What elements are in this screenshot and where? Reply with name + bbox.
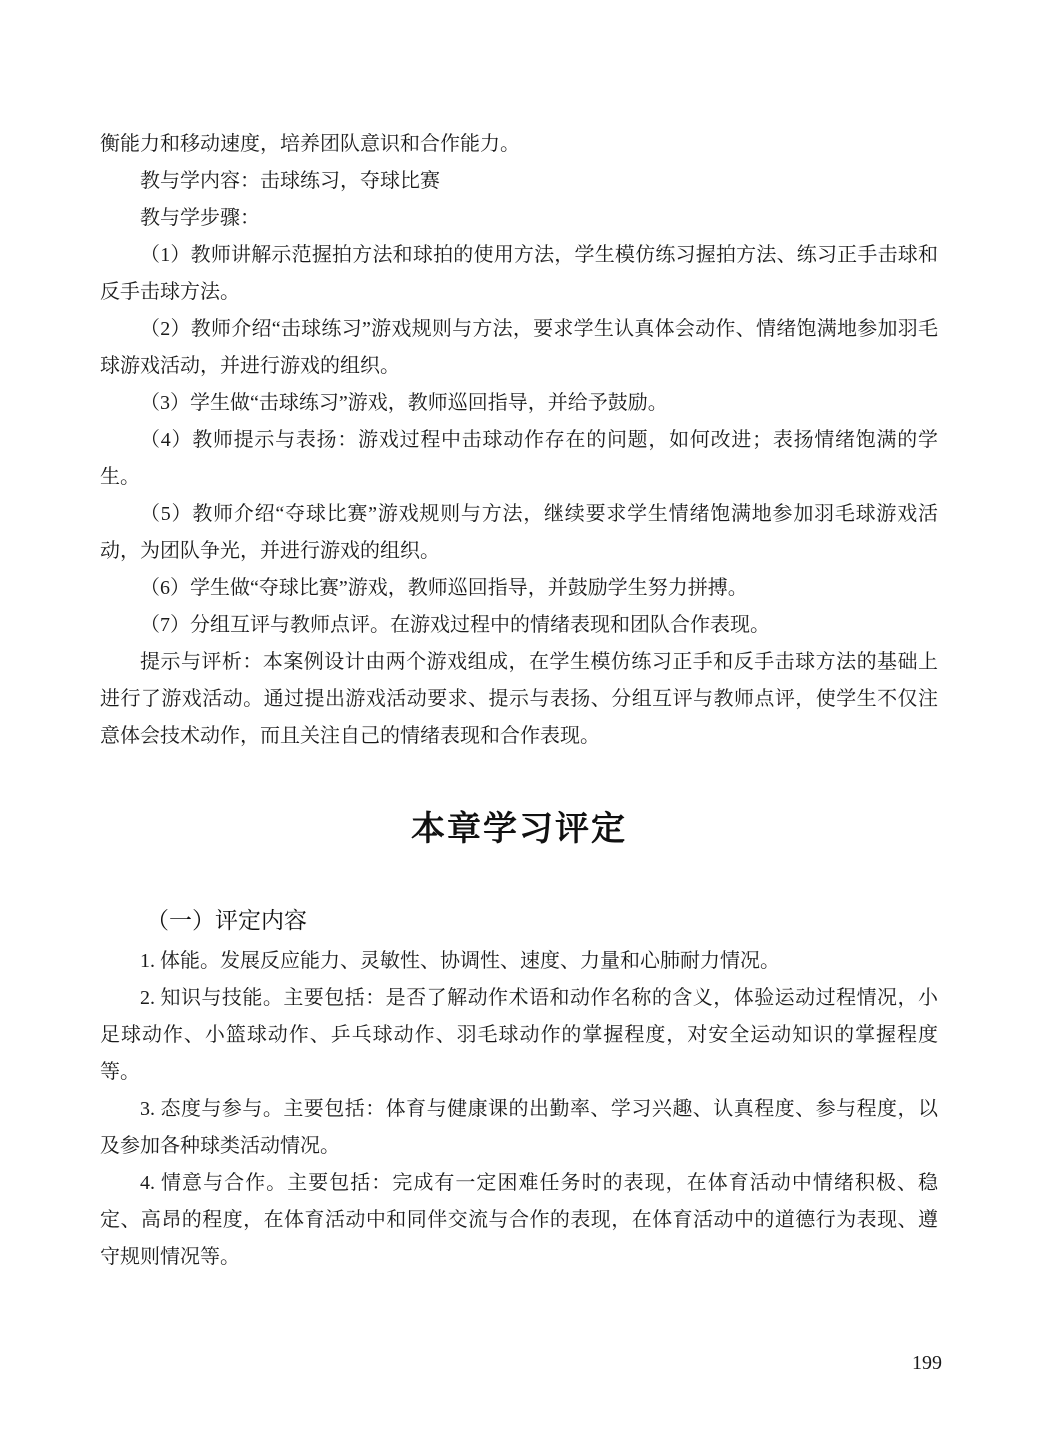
page-number: 199 bbox=[912, 1352, 942, 1374]
paragraph: （7）分组互评与教师点评。在游戏过程中的情绪表现和团队合作表现。 bbox=[140, 614, 770, 636]
paragraph: （4）教师提示与表扬：游戏过程中击球动作存在的问题，如何改进；表扬情绪饱满的学生。 bbox=[100, 429, 938, 488]
chapter-heading: 本章学习评定 bbox=[411, 810, 627, 848]
paragraph: （6）学生做“夺球比赛”游戏，教师巡回指导，并鼓励学生努力拼搏。 bbox=[140, 577, 748, 599]
lesson-text-block bbox=[100, 126, 938, 755]
paragraph: （2）教师介绍“击球练习”游戏规则与方法，要求学生认真体会动作、情绪饱满地参加羽毛球游戏活动，并进行游戏的组织。 bbox=[100, 318, 938, 377]
paragraph: （1）教师讲解示范握拍方法和球拍的使用方法，学生模仿练习握拍方法、练习正手击球和反手击球方法。 bbox=[100, 244, 938, 303]
paragraph: 教与学步骤： bbox=[140, 207, 260, 229]
evaluation-item: 2. 知识与技能。主要包括：是否了解动作术语和动作名称的含义，体验运动过程情况，小足球动作、小篮球动作、乒乓球动作、羽毛球动作的掌握程度，对安全运动知识的掌握程度等。 bbox=[100, 987, 938, 1083]
paragraph: （5）教师介绍“夺球比赛”游戏规则与方法，继续要求学生情绪饱满地参加羽毛球游戏活动，为团队争光，并进行游戏的组织。 bbox=[100, 503, 938, 562]
evaluation-items-block bbox=[100, 943, 938, 1276]
paragraph: （3）学生做“击球练习”游戏，教师巡回指导，并给予鼓励。 bbox=[140, 392, 668, 414]
evaluation-item: 4. 情意与合作。主要包括：完成有一定困难任务时的表现，在体育活动中情绪积极、稳定、高昂的程度，在体育活动中和同伴交流与合作的表现，在体育活动中的道德行为表现、遵守规则情况等。 bbox=[100, 1172, 938, 1268]
evaluation-item: 1. 体能。发展反应能力、灵敏性、协调性、速度、力量和心肺耐力情况。 bbox=[140, 950, 780, 972]
evaluation-item: 3. 态度与参与。主要包括：体育与健康课的出勤率、学习兴趣、认真程度、参与程度，以及参加各种球类活动情况。 bbox=[100, 1098, 938, 1157]
section-heading: （一）评定内容 bbox=[146, 908, 307, 933]
paragraph: 衡能力和移动速度，培养团队意识和合作能力。 bbox=[100, 133, 520, 155]
paragraph: 提示与评析：本案例设计由两个游戏组成，在学生模仿练习正手和反手击球方法的基础上进行了游戏活动。通过提出游戏活动要求、提示与表扬、分组互评与教师点评，使学生不仅注意体会技术动作，而且关注自己的情绪表现和合作表现。 bbox=[100, 651, 938, 747]
paragraph: 教与学内容：击球练习，夺球比赛 bbox=[140, 170, 440, 192]
